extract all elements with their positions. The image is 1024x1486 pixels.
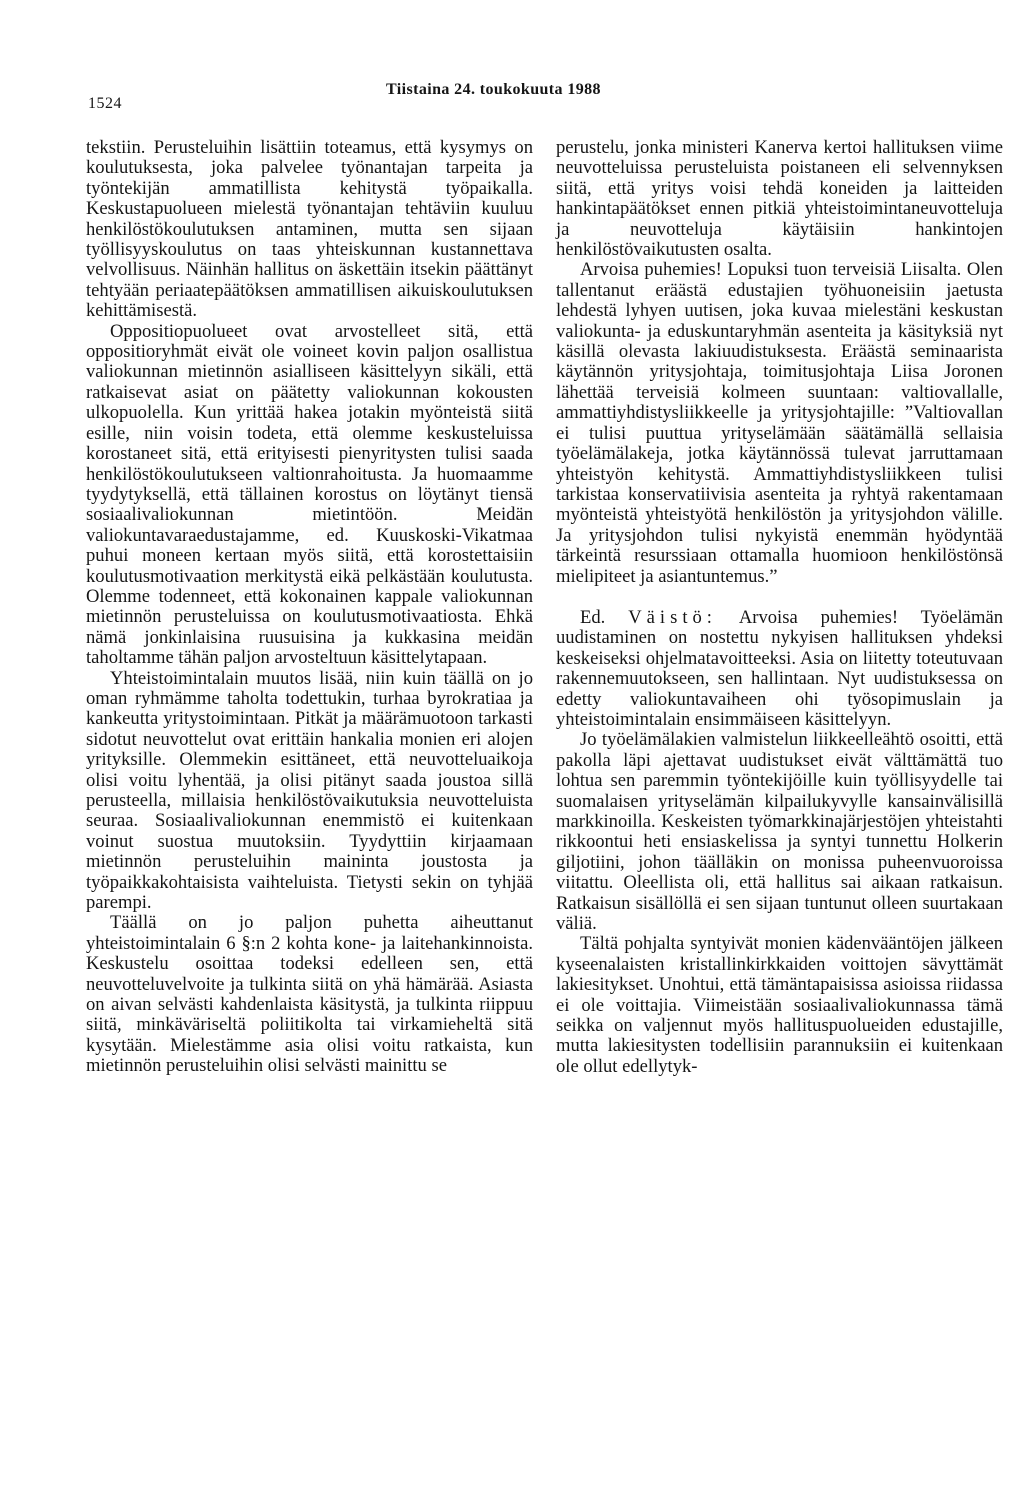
page-header-date: Tiistaina 24. toukokuuta 1988	[386, 81, 601, 98]
paragraph: tekstiin. Perusteluihin lisättiin toteamus, että kysymys on koulutuksesta, joka palvelee työnantajan tarpeita ja työntekijän ammatillista kehitystä työpaikalla. Keskustapuolueen mielestä työnantajan tehtäviin kuuluu henkilöstökoulutuksen antaminen, mutta sen sijaan työllisyyskoulutus on taas yhteiskunnan kustannettava velvollisuus. Näinhän hallitus on äskettäin itsekin päättänyt tehtyään periaatepäätöksen ammatillisen aikuiskoulutuksen kehittämisestä.	[86, 137, 533, 322]
speech-text: Arvoisa puhemies! Työelämän uudistaminen on nostettu nykyisen hallituksen yhdeksi keskeiseksi ohjelmatavoitteeksi. Asia on liitetty toteutuvaan rakennemuutokseen, sen hallintaan. Nyt uudistuksessa on edetty valiokuntavaiheen ohi työsopimuslain ja yhteistoimintalain ensimmäiseen käsittelyyn.	[556, 606, 1003, 730]
speech-paragraph	[556, 608, 1003, 730]
speaker-prefix: Ed.	[580, 606, 606, 628]
paragraph: perustelu, jonka ministeri Kanerva kertoi hallituksen viime neuvotteluissa perusteluista poistaneen eli selvennyksen siitä, että yritys voisi tehdä koneiden ja laitteiden hankintapäätökset ennen pitkiä yhteistoimintaneuvotteluja ja neuvotteluja käytäisiin hankintojen henkilöstövaikutusten osalta.	[556, 137, 1003, 261]
paragraph: Tältä pohjalta syntyivät monien kädenvääntöjen jälkeen kyseenalaisten kristallinkirkkaiden voittojen sävyttämät lakiesitykset. Unohtui, että tämäntapaisissa asioissa riidassa ei ole voittajia. Viimeistään sosiaalivaliokunnassa tämä seikka on valjennut myös hallituspuolueiden edustajille, mutta lakiesitysten todellisiin parannuksiin ei kuitenkaan ole ollut edellytyk-	[556, 933, 1003, 1077]
left-column	[86, 138, 533, 1077]
page-number: 1524	[88, 95, 122, 112]
paragraph: Arvoisa puhemies! Lopuksi tuon terveisiä Liisalta. Olen tallentanut eräästä edustajien työhuoneisiin jaetusta lehdestä lyhyen uutisen, joka kuvaa mielestäni keskustan valiokunta- ja eduskuntaryhmän asenteita ja käsityksiä nyt käsillä olevasta lakiuudistuksesta. Eräästä seminaarista käytännön yritysjohtaja, toimitusjohtaja Liisa Joronen lähettää terveisiä kolmeen suuntaan: valtiovallalle, ammattiyhdistysliikkeelle ja yritysjohtajille: ”Valtiovallan ei tulisi puuttua yrityselämään säätämällä sellaisia työelämälakeja, jotka käytännössä tulevat jarruttamaan yhteistyön kehitystä. Ammattiyhdistysliikkeen tulisi tarkistaa konservatiivisia asenteita ja ryhtyä rakentamaan myönteistä yhteistyötä henkilöstön ja yritysjohdon välille. Ja yritysjohdon tulisi nykyistä enemmän hyödyntää tärkeintä resurssiaan ottamalla huomioon henkilöstönsä mielipiteet ja asiantuntemus.”	[556, 259, 1003, 587]
paragraph: Yhteistoimintalain muutos lisää, niin kuin täällä on jo oman ryhmämme taholta todettukin, turhaa byrokratiaa ja kankeutta yritystoimintaan. Pitkät ja määrämuotoon tarkasti sidotut neuvottelut ovat erittäin hankalia monien eri alojen yrityksille. Olemmekin esittäneet, että neuvotteluaikoja olisi voitu lyhentää, ja olisi pitänyt saada joustoa sillä perusteella, millaisia henkilöstövaikutuksia neuvotteluista seuraa. Sosiaalivaliokunnan enemmistö ei kuitenkaan voinut suostua muutoksiin. Tyydyttiin kirjaamaan mietinnön perusteluihin maininta joustosta ja työpaikkakohtaisista vaihteluista. Tietysti sekin on tyhjää parempi.	[86, 667, 533, 914]
paragraph: Oppositiopuolueet ovat arvostelleet sitä, että oppositioryhmät eivät ole voineet kovin paljon osallistua valiokunnan mietinnön asialliseen käsittelyyn sikäli, että ratkaisevat asiat on päätetty valiokunnan kokousten ulkopuolella. Kun yrittää hakea jotakin myönteistä siitä esille, niin voisin todeta, että olemme keskusteluissa korostaneet sitä, että erityisesti pienyritysten tulisi saada henkilöstökoulutukseen valtionrahoitusta. Ja huomaamme tyydytyksellä, että tällainen korostus on löytänyt tiensä sosiaalivaliokunnan mietintöön. Meidän valiokuntavaraedustajamme, ed. Kuuskoski-Vikatmaa puhui moneen kertaan myös siitä, että korostettaisiin koulutusmotivaation merkitystä eikä pelkästään koulutusta. Olemme todenneet, että kokonainen kappale valiokunnan mietinnön perusteluissa on koulutusmotivaatiosta. Ehkä nämä jonkinlaisina ruusuisina ja kukkasina meidän taholtamme tähän paljon arvosteltuun käsittelytapaan.	[86, 320, 533, 669]
speaker-name: Väistö:	[628, 606, 717, 628]
paragraph: Jo työelämälakien valmistelun liikkeelleähtö osoitti, että pakolla läpi ajettavat uudistukset eivät välttämättä tuo lohtua sen paremmin työntekijöille kuin työllisyydelle tai suomalaisen yrityselämän kilpailukyvylle kansainvälisillä markkinoilla. Keskeisten työmarkkinajärjestöjen yhteistahti rikkoontui heti ensiaskelissa ja syntyi tunnettu Holkerin giljotiini, johon täälläkin on monissa puheenvuoroissa viitattu. Oleellista oli, että hallitus sai aikaan ratkaisun. Ratkaisun sisällöllä ei sen sijaan tuntunut olleen suurtakaan väliä.	[556, 729, 1003, 935]
paragraph: Täällä on jo paljon puhetta aiheuttanut yhteistoimintalain 6 §:n 2 kohta kone- ja laitehankinnoista. Keskustelu osoittaa todeksi edelleen sen, että neuvotteluvelvoite ja tulkinta siitä on yhä hämärää. Asiasta on aivan selvästi kahdenlaista käsitystä, ja tulkinta riippuu siitä, minkäväriseltä poliitikolta tai virkamieheltä sitä kysytään. Mielestämme asia olisi voitu ratkaista, kun mietinnön perusteluihin olisi selvästi mainittu se	[86, 912, 533, 1077]
right-column	[556, 138, 1003, 1077]
